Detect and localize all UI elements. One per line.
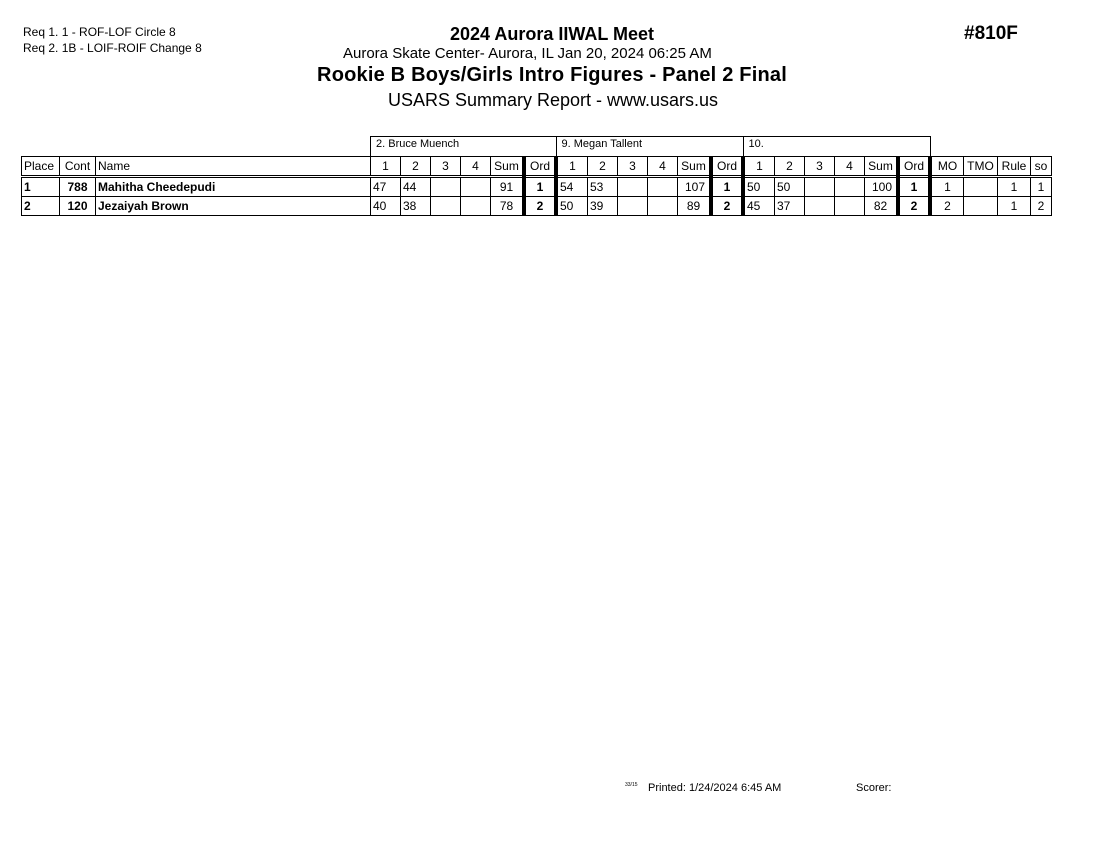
name-cell: Jezaiyah Brown xyxy=(96,197,371,216)
score-cell: 37 xyxy=(775,197,805,216)
score-cell xyxy=(461,177,491,197)
j1-col-2: 2 xyxy=(401,157,431,177)
rule-cell: 1 xyxy=(998,177,1031,197)
report-line: USARS Summary Report - www.usars.us xyxy=(387,90,719,110)
j1-col-sum: Sum xyxy=(491,157,525,177)
score-cell xyxy=(805,197,835,216)
so-cell: 2 xyxy=(1031,197,1052,216)
j2-col-ord: Ord xyxy=(711,157,743,177)
score-cell: 50 xyxy=(556,197,588,216)
sum-cell: 100 xyxy=(865,177,899,197)
sum-cell: 91 xyxy=(491,177,525,197)
score-cell xyxy=(835,197,865,216)
column-header-row xyxy=(22,157,1052,177)
ord-cell: 1 xyxy=(898,177,930,197)
judge-3-name: 10. xyxy=(743,137,930,157)
col-place: Place xyxy=(22,157,60,177)
printed-timestamp: Printed: 1/24/2024 6:45 AM xyxy=(648,782,782,794)
col-tmo: TMO xyxy=(964,157,998,177)
table-row xyxy=(22,197,1052,216)
rule-cell: 1 xyxy=(998,197,1031,216)
col-mo: MO xyxy=(930,157,964,177)
venue-line: Aurora Skate Center- Aurora, IL Jan 20, 2024 06:25 AM xyxy=(343,45,712,62)
j2-col-sum: Sum xyxy=(678,157,712,177)
event-number: #810F xyxy=(964,23,1018,44)
requirement-1: Req 1. 1 - ROF-LOF Circle 8 xyxy=(23,25,176,39)
table-row xyxy=(22,177,1052,197)
ord-cell: 1 xyxy=(524,177,556,197)
score-cell xyxy=(461,197,491,216)
tmo-cell xyxy=(964,197,998,216)
col-so: so xyxy=(1031,157,1052,177)
judge-header-row xyxy=(22,137,1052,157)
score-cell xyxy=(618,177,648,197)
score-cell: 45 xyxy=(743,197,775,216)
score-cell: 44 xyxy=(401,177,431,197)
j2-col-4: 4 xyxy=(648,157,678,177)
ord-cell: 1 xyxy=(711,177,743,197)
name-cell: Mahitha Cheedepudi xyxy=(96,177,371,197)
meet-title: 2024 Aurora IIWAL Meet xyxy=(449,24,655,44)
requirement-2: Req 2. 1B - LOIF-ROIF Change 8 xyxy=(23,41,202,55)
cont-cell: 788 xyxy=(60,177,96,197)
place-cell: 2 xyxy=(22,197,60,216)
j3-col-2: 2 xyxy=(775,157,805,177)
sum-cell: 107 xyxy=(678,177,712,197)
judge-1-name: 2. Bruce Muench xyxy=(371,137,557,157)
sum-cell: 78 xyxy=(491,197,525,216)
sum-cell: 82 xyxy=(865,197,899,216)
tmo-cell xyxy=(964,177,998,197)
j1-col-4: 4 xyxy=(461,157,491,177)
so-cell: 1 xyxy=(1031,177,1052,197)
mo-cell: 2 xyxy=(930,197,964,216)
j3-col-ord: Ord xyxy=(898,157,930,177)
results-table xyxy=(21,136,1052,216)
score-cell: 50 xyxy=(775,177,805,197)
j1-col-ord: Ord xyxy=(524,157,556,177)
j3-col-3: 3 xyxy=(805,157,835,177)
page-code: 33/15 xyxy=(625,782,638,788)
j2-col-2: 2 xyxy=(588,157,618,177)
mo-cell: 1 xyxy=(930,177,964,197)
score-cell xyxy=(648,197,678,216)
cont-cell: 120 xyxy=(60,197,96,216)
score-cell: 54 xyxy=(556,177,588,197)
j2-col-1: 1 xyxy=(556,157,588,177)
j1-col-3: 3 xyxy=(431,157,461,177)
score-cell: 39 xyxy=(588,197,618,216)
col-name: Name xyxy=(96,157,371,177)
score-cell: 47 xyxy=(371,177,401,197)
col-rule: Rule xyxy=(998,157,1031,177)
ord-cell: 2 xyxy=(898,197,930,216)
score-cell: 53 xyxy=(588,177,618,197)
score-cell: 50 xyxy=(743,177,775,197)
score-cell xyxy=(618,197,648,216)
sum-cell: 89 xyxy=(678,197,712,216)
scorer-label: Scorer: xyxy=(856,782,892,794)
score-cell xyxy=(805,177,835,197)
event-title: Rookie B Boys/Girls Intro Figures - Panel 2 Final xyxy=(317,64,787,86)
ord-cell: 2 xyxy=(524,197,556,216)
j3-col-1: 1 xyxy=(743,157,775,177)
j3-col-4: 4 xyxy=(835,157,865,177)
score-cell: 38 xyxy=(401,197,431,216)
place-cell: 1 xyxy=(22,177,60,197)
judge-2-name: 9. Megan Tallent xyxy=(556,137,743,157)
j3-col-sum: Sum xyxy=(865,157,899,177)
ord-cell: 2 xyxy=(711,197,743,216)
j2-col-3: 3 xyxy=(618,157,648,177)
score-cell xyxy=(835,177,865,197)
col-cont: Cont xyxy=(60,157,96,177)
j1-col-1: 1 xyxy=(371,157,401,177)
score-cell: 40 xyxy=(371,197,401,216)
score-cell xyxy=(431,197,461,216)
score-cell xyxy=(648,177,678,197)
score-cell xyxy=(431,177,461,197)
